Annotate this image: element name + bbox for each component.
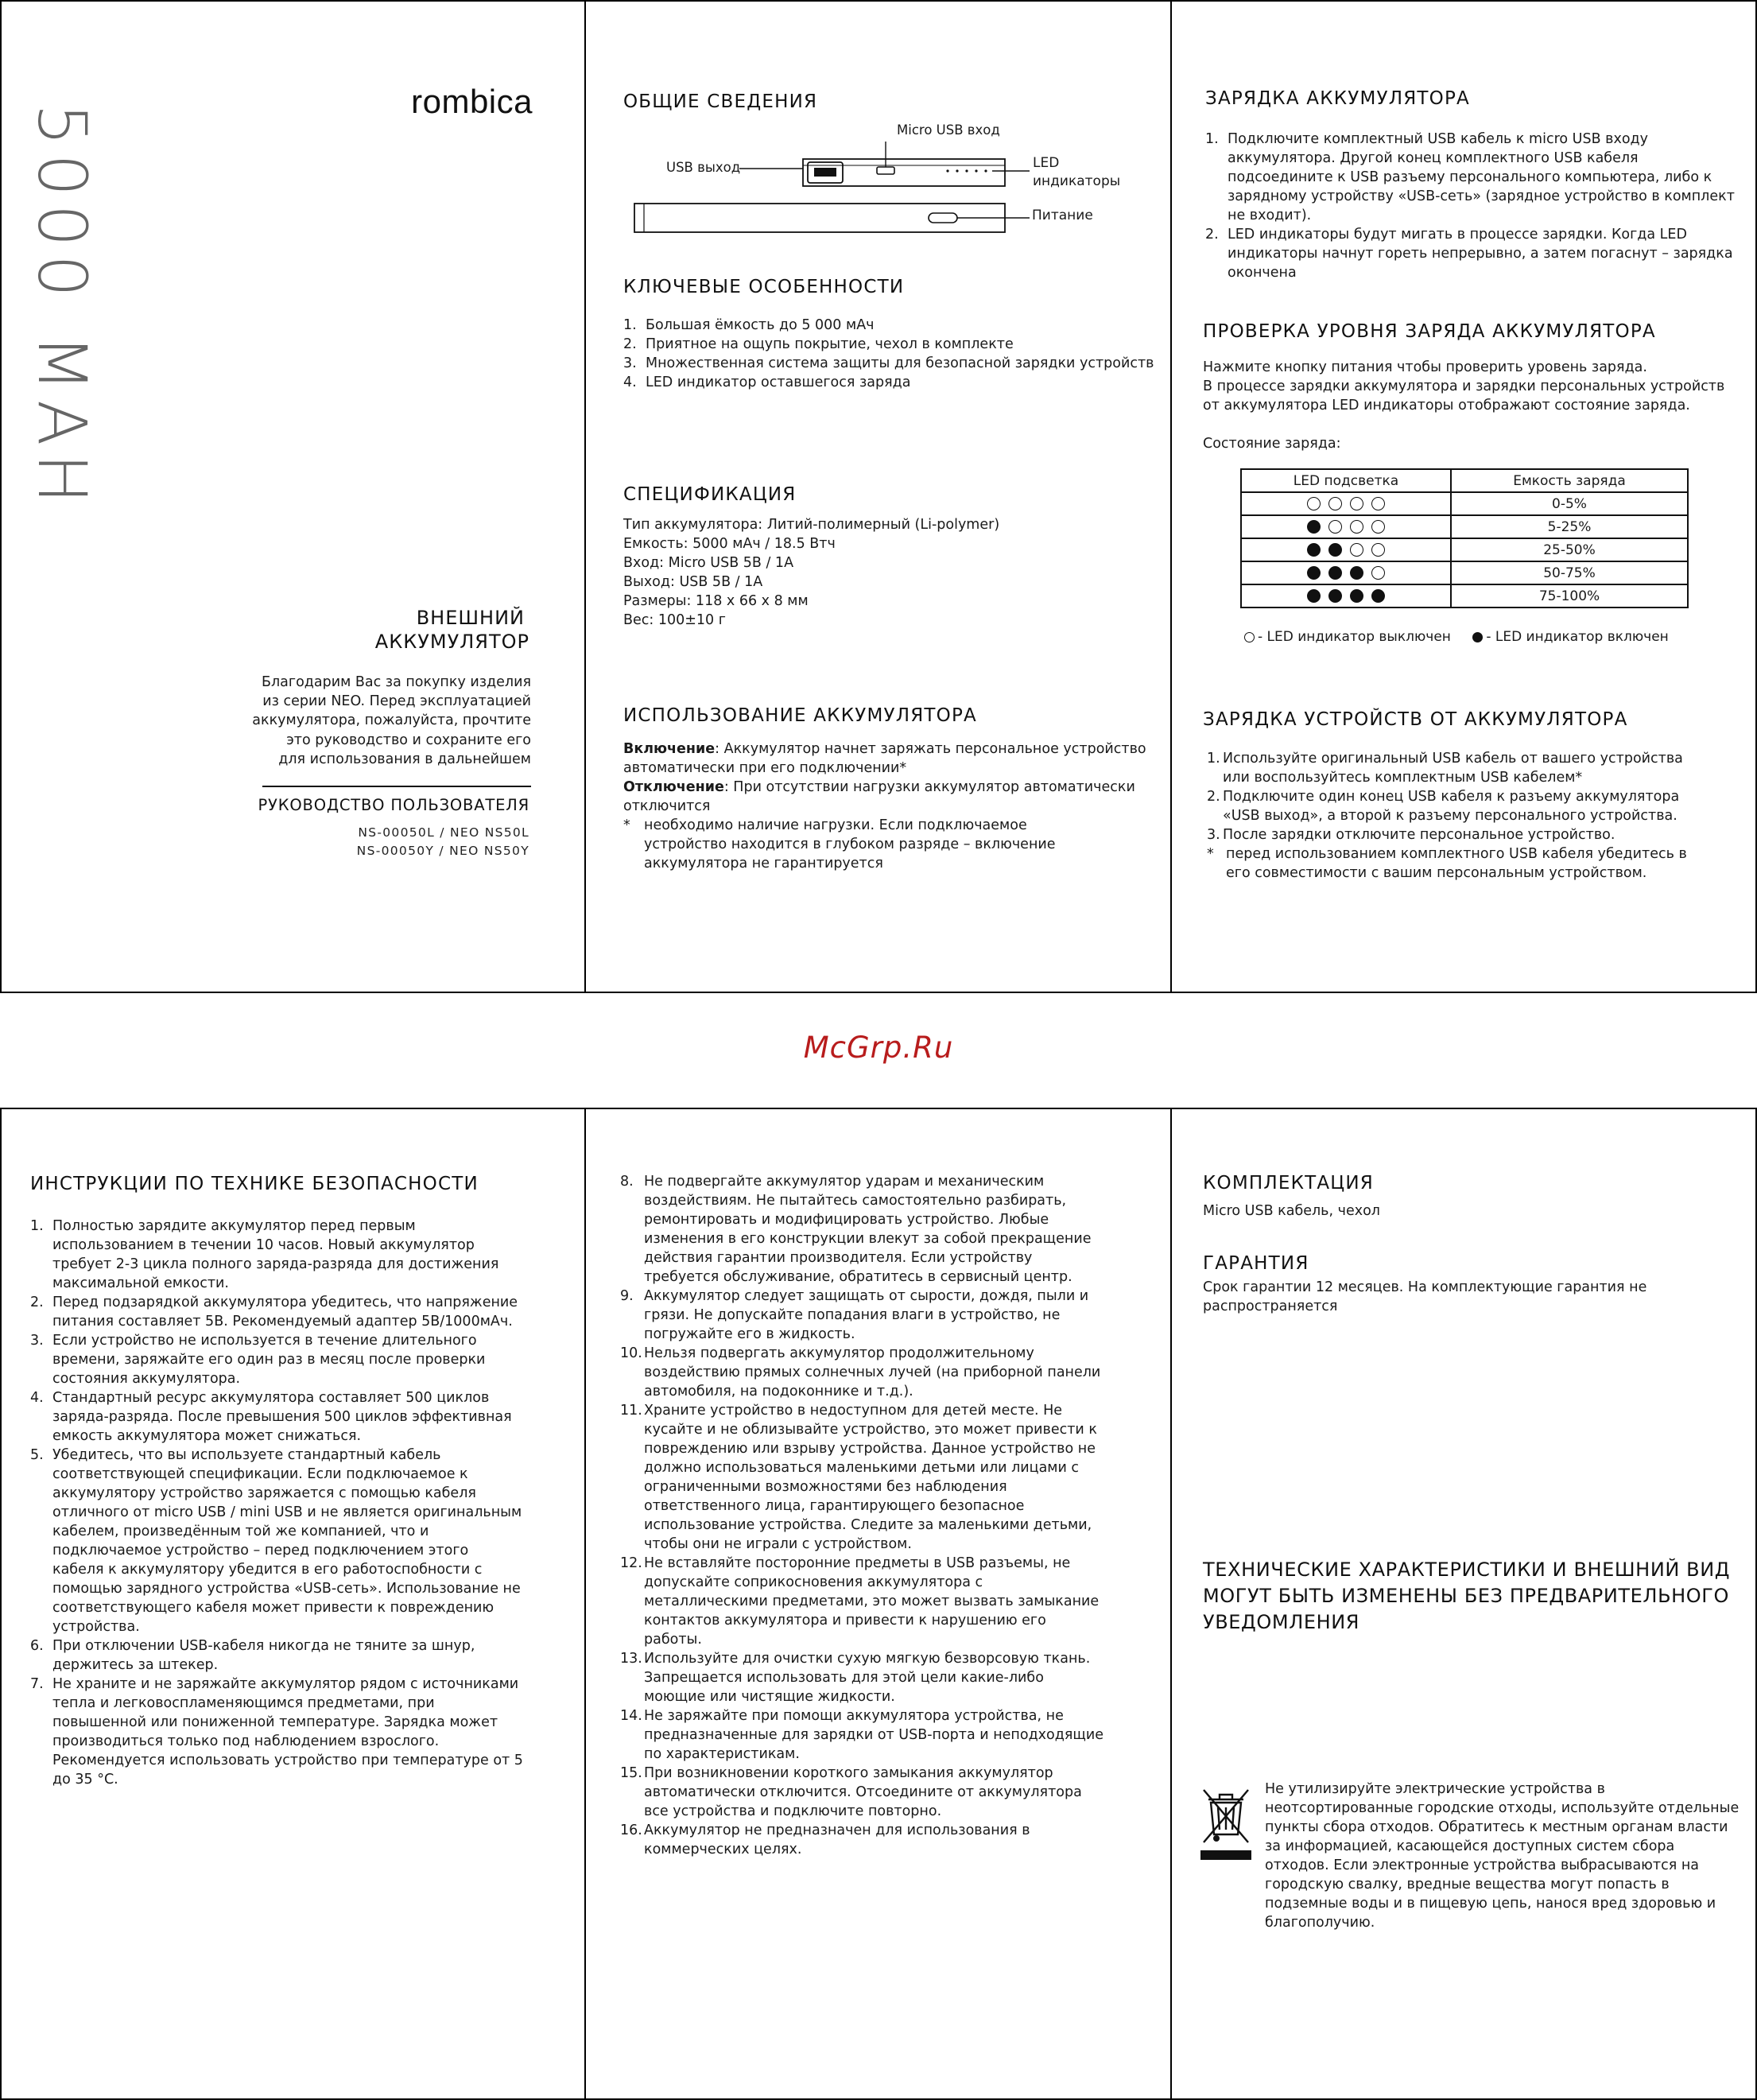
product-title-line2: АККУМУЛЯТОР bbox=[374, 631, 529, 653]
list-item bbox=[620, 1401, 1105, 1554]
table-row bbox=[1241, 538, 1688, 561]
panel-divider-1-top bbox=[584, 0, 586, 993]
list-number: 3. bbox=[1207, 827, 1220, 843]
notice-line: ТЕХНИЧЕСКИЕ ХАРАКТЕРИСТИКИ И ВНЕШНИЙ ВИД bbox=[1203, 1559, 1731, 1581]
list-number: 15. bbox=[620, 1765, 642, 1781]
capacity-cell: 5-25% bbox=[1451, 515, 1688, 538]
list-text: Стандартный ресурс аккумулятора составляет 500 циклов заряда-разряда. После превышения 500 циклов эффективная емкость аккумулятора может снижаться. bbox=[52, 1390, 512, 1444]
column-header-led: LED подсветка bbox=[1241, 469, 1451, 492]
model-number: NS-00050L / NEO NS50L bbox=[358, 825, 529, 840]
list-number: * bbox=[1207, 846, 1214, 862]
charging-title: ЗАРЯДКА АККУМУЛЯТОРА bbox=[1205, 88, 1470, 109]
table-row bbox=[1241, 492, 1688, 515]
table-row bbox=[1241, 561, 1688, 584]
list-item bbox=[620, 1764, 1105, 1821]
capacity-cell: 75-100% bbox=[1451, 584, 1688, 607]
left-border-bottom bbox=[0, 1108, 2, 2100]
legend-on-text: - LED индикатор включен bbox=[1486, 629, 1669, 645]
list-item bbox=[1207, 844, 1700, 883]
spec-line: Вход: Micro USB 5В / 1А bbox=[623, 555, 794, 571]
list-number: 1. bbox=[1207, 751, 1220, 767]
state-label: Состояние заряда: bbox=[1203, 436, 1341, 452]
list-text: Полностью зарядите аккумулятор перед первым использованием в течении 10 часов. Новый аккумулятор требует 2-3 цикла полного заряда-разряда для достижения максимальной емкости. bbox=[52, 1218, 499, 1291]
led-legend bbox=[1244, 629, 1669, 645]
list-item bbox=[620, 1344, 1105, 1401]
list-text: LED индикатор оставшегося заряда bbox=[646, 375, 911, 390]
change-notice bbox=[1203, 1557, 1730, 1636]
list-text: Убедитесь, что вы используете стандартный кабель соответствующей спецификации. Если подключаемое к аккумулятору устройство заряжается с помощью кабеля отличного от micro USB / mini USB и не является оригинальным кабелем, произведённым той же компанией, что и подключаемое устройство – перед подключением этого кабеля к аккумулятору убедится в его работоспобности с помощью зарядного устройства «USB-сеть». Использование не соответствующего кабеля может привести к повреждению устройства. bbox=[52, 1447, 522, 1635]
weee-real-icon bbox=[1199, 1785, 1253, 1860]
thanks-line: это руководство и сохраните его bbox=[286, 732, 531, 748]
led-off-icon bbox=[1371, 543, 1385, 557]
capacity-cell: 50-75% bbox=[1451, 561, 1688, 584]
usage-note bbox=[623, 816, 1148, 873]
led-on-icon bbox=[1371, 589, 1385, 603]
led-state-cell bbox=[1241, 538, 1451, 561]
power-label: Питание bbox=[1032, 208, 1093, 223]
list-item bbox=[620, 1287, 1105, 1344]
general-title: ОБЩИЕ СВЕДЕНИЯ bbox=[623, 91, 818, 112]
level-line: Нажмите кнопку питания чтобы проверить уровень заряда. bbox=[1203, 359, 1647, 375]
list-text: При отключении USB-кабеля никогда не тяните за шнур, держитесь за штекер. bbox=[52, 1638, 475, 1673]
list-text: При возникновении короткого замыкания аккумулятор автоматически отключится. Отсоедините от аккумулятора все устройства и подключите повторно. bbox=[644, 1765, 1082, 1819]
list-text: Храните устройство в недоступном для детей месте. Не кусайте и не облизывайте устройство, это может привести к повреждению или взрыву устройства. Данное устройство не должно использоваться маленькими детьми или лицами с ограниченными возможностями без наблюдения ответственного лица, гарантирующего безопасное использование устройства. Следите за маленькими детьми, чтобы они не играли с устройством. bbox=[644, 1403, 1097, 1552]
model-number: NS-00050Y / NEO NS50Y bbox=[356, 844, 529, 858]
list-number: 1. bbox=[1205, 131, 1219, 147]
spec-line: Тип аккумулятора: Литий-полимерный (Li-polymer) bbox=[623, 517, 1000, 533]
spec-line: Вес: 100±10 г bbox=[623, 612, 726, 628]
usage-off-text: : При отсутствии нагрузки аккумулятор автоматически отключится bbox=[623, 779, 1135, 814]
list-item bbox=[623, 335, 1164, 354]
list-number: 6. bbox=[30, 1638, 44, 1654]
list-text: Множественная система защиты для безопасной зарядки устройств bbox=[646, 355, 1154, 371]
list-text: Нельзя подвергать аккумулятор продолжительному воздействию прямых солнечных лучей (на приборной панели автомобиля, на подоконнике и т.д.). bbox=[644, 1345, 1101, 1399]
list-text: Подключите один конец USB кабеля к разъему аккумулятора «USB выход», а второй к разъему персонального устройства. bbox=[1223, 789, 1680, 824]
upper-sheet-bottom-border bbox=[0, 992, 1757, 993]
notice-line: УВЕДОМЛЕНИЯ bbox=[1203, 1611, 1360, 1633]
thanks-line: из серии NEO. Перед эксплуатацией bbox=[262, 693, 531, 710]
notice-line: МОГУТ БЫТЬ ИЗМЕНЕНЫ БЕЗ ПРЕДВАРИТЕЛЬНОГО bbox=[1203, 1585, 1730, 1607]
list-text: Не храните и не заряжайте аккумулятор рядом с источниками тепла и легковоспламеняющимся предметами, при повышенной или пониженной температуре. Зарядка может производиться только под наблюдением взрослого. Рекомендуется использовать устройство при температуре от 5 до 35 °С. bbox=[52, 1676, 523, 1788]
list-number: 10. bbox=[620, 1345, 642, 1361]
micro-usb-in-label: Micro USB вход bbox=[897, 122, 1000, 138]
list-item bbox=[30, 1293, 523, 1331]
led-off-icon bbox=[1350, 520, 1363, 534]
list-number: 12. bbox=[620, 1555, 642, 1571]
list-number: 2. bbox=[1205, 227, 1219, 243]
list-number: 2. bbox=[1207, 789, 1220, 805]
led-label-line: индикаторы bbox=[1033, 173, 1121, 189]
led-state-cell bbox=[1241, 584, 1451, 607]
usb-out-label: USB выход bbox=[666, 160, 741, 175]
list-item bbox=[30, 1217, 523, 1293]
footnote-mark: * bbox=[623, 817, 630, 833]
list-text: Используйте оригинальный USB кабель от вашего устройства или воспользуйтесь комплектным USB кабелем* bbox=[1223, 751, 1683, 786]
list-number: 14. bbox=[620, 1708, 642, 1724]
spec-title: СПЕЦИФИКАЦИЯ bbox=[623, 484, 797, 505]
list-item bbox=[623, 373, 1164, 392]
thanks-line: для использования в дальнейшем bbox=[278, 751, 531, 767]
list-number: 8. bbox=[620, 1174, 634, 1190]
usage-on bbox=[623, 739, 1148, 778]
devices-title: ЗАРЯДКА УСТРОЙСТВ ОТ АККУМУЛЯТОРА bbox=[1203, 709, 1628, 730]
list-text: Перед подзарядкой аккумулятора убедитесь, что напряжение питания составляет 5В. Рекомендуемый адаптер 5В/1000мАч. bbox=[52, 1295, 518, 1329]
panel-divider-2-bottom bbox=[1170, 1108, 1172, 2100]
product-title bbox=[286, 606, 529, 654]
usage-off-label: Отключение bbox=[623, 779, 724, 795]
table-header-row bbox=[1241, 469, 1688, 492]
led-on-icon bbox=[1328, 566, 1342, 580]
top-border bbox=[0, 0, 1757, 2]
list-item bbox=[620, 1172, 1105, 1287]
list-item bbox=[623, 316, 1164, 335]
list-text: Подключите комплектный USB кабель к micro USB входу аккумулятора. Другой конец комплектного USB кабеля подсоедините к USB разъему персонального компьютера, либо к зарядному устройству «USB-сеть» (зарядное устройство в комплект не входит). bbox=[1228, 131, 1735, 223]
devices-list bbox=[1207, 749, 1700, 883]
list-number: 13. bbox=[620, 1651, 642, 1667]
product-title-line1: ВНЕШНИЙ bbox=[416, 607, 525, 629]
list-number: 7. bbox=[30, 1676, 44, 1692]
led-off-icon bbox=[1350, 497, 1363, 510]
safety-list bbox=[30, 1217, 523, 1789]
cover-divider bbox=[262, 786, 531, 787]
list-item bbox=[620, 1821, 1105, 1859]
legend-off-text: - LED индикатор выключен bbox=[1258, 629, 1451, 645]
list-number: 2. bbox=[623, 336, 637, 352]
list-item bbox=[1205, 225, 1743, 282]
usage-on-label: Включение bbox=[623, 741, 716, 757]
list-number: 16. bbox=[620, 1822, 642, 1838]
list-text: Если устройство не используется в течение длительного времени, заряжайте его один раз в месяц после проверки состояния аккумулятора. bbox=[52, 1333, 486, 1387]
table-body bbox=[1241, 492, 1688, 607]
list-number: 4. bbox=[30, 1390, 44, 1406]
panel-divider-1-bottom bbox=[584, 1108, 586, 2100]
level-text bbox=[1203, 358, 1743, 453]
thanks-line: аккумулятора, пожалуйста, прочтите bbox=[252, 712, 531, 729]
capacity-label: 5000 MAH bbox=[23, 103, 101, 512]
usage-title: ИСПОЛЬЗОВАНИЕ АККУМУЛЯТОРА bbox=[623, 705, 977, 726]
model-numbers bbox=[286, 824, 529, 860]
level-line: от аккумулятора LED индикаторы отображают состояние заряда. bbox=[1203, 398, 1690, 413]
usage-off bbox=[623, 778, 1148, 816]
led-off-icon bbox=[1371, 520, 1385, 534]
spec-list bbox=[623, 515, 1164, 630]
led-on-icon bbox=[1307, 543, 1321, 557]
list-item bbox=[30, 1446, 523, 1636]
thanks-line: Благодарим Вас за покупку изделия bbox=[261, 674, 531, 690]
list-text: Аккумулятор следует защищать от сырости, дождя, пыли и грязи. Не допускайте попадания влаги в устройство, не погружайте его в жидкость. bbox=[644, 1288, 1089, 1342]
list-item bbox=[1207, 749, 1700, 787]
led-on-icon bbox=[1350, 566, 1363, 580]
list-text: Не вставляйте посторонние предметы в USB разъемы, не допускайте соприкосновения аккумулятора с металлическими предметами, это может вызвать замыкание контактов аккумулятора и привести к нарушению его работы. bbox=[644, 1555, 1100, 1648]
list-item bbox=[1207, 825, 1700, 844]
lower-sheet-top-border bbox=[0, 1108, 1757, 1109]
capacity-cell: 0-5% bbox=[1451, 492, 1688, 515]
led-off-icon bbox=[1307, 497, 1321, 510]
led-off-icon bbox=[1244, 632, 1255, 642]
led-on-icon bbox=[1328, 543, 1342, 557]
list-text: Используйте для очистки сухую мягкую безворсовую ткань. Запрещается использовать для этой цели какие-либо моющие или чистящие жидкости. bbox=[644, 1651, 1091, 1705]
level-title: ПРОВЕРКА УРОВНЯ ЗАРЯДА АККУМУЛЯТОРА bbox=[1203, 321, 1656, 342]
led-off-icon bbox=[1328, 497, 1342, 510]
list-item bbox=[623, 354, 1164, 373]
brand-logo: rombica bbox=[411, 83, 533, 120]
list-number: 3. bbox=[30, 1333, 44, 1349]
list-item bbox=[30, 1675, 523, 1789]
led-on-icon bbox=[1307, 520, 1321, 534]
led-off-icon bbox=[1371, 497, 1385, 510]
charging-list bbox=[1205, 130, 1743, 282]
level-line: В процессе зарядки аккумулятора и зарядки персональных устройств bbox=[1203, 378, 1725, 394]
list-number: 5. bbox=[30, 1447, 44, 1463]
led-on-icon bbox=[1328, 589, 1342, 603]
kit-title: КОМПЛЕКТАЦИЯ bbox=[1203, 1173, 1374, 1194]
features-title: КЛЮЧЕВЫЕ ОСОБЕННОСТИ bbox=[623, 277, 905, 297]
column-header-capacity: Емкость заряда bbox=[1451, 469, 1688, 492]
list-item bbox=[620, 1706, 1105, 1764]
list-text: После зарядки отключите персональное устройство. bbox=[1223, 827, 1615, 843]
table-row bbox=[1241, 584, 1688, 607]
usage-note-text: необходимо наличие нагрузки. Если подключаемое устройство находится в глубоком разряде – включение аккумулятора не гарантируется bbox=[644, 817, 1056, 871]
list-text: перед использованием комплектного USB кабеля убедитесь в его совместимости с вашим персональным устройством. bbox=[1226, 846, 1687, 881]
led-off-icon bbox=[1350, 543, 1363, 557]
safety-list-continued bbox=[620, 1172, 1105, 1859]
watermark: McGrp.Ru bbox=[803, 1031, 954, 1065]
led-on-icon bbox=[1472, 632, 1483, 642]
list-item bbox=[1205, 130, 1743, 225]
list-text: Не подвергайте аккумулятор ударам и механическим воздействиям. Не пытайтесь самостоятельно разбирать, ремонтировать и модифицировать устройство. Любые изменения в его конструкции влекут за собой прекращение действия гарантии производителя. Если устройству требуется обслуживание, обратитесь в сервисный центр. bbox=[644, 1174, 1092, 1285]
spec-line: Размеры: 118 x 66 x 8 мм bbox=[623, 593, 809, 609]
list-item bbox=[1207, 787, 1700, 825]
list-text: LED индикаторы будут мигать в процессе зарядки. Когда LED индикаторы начнут гореть непрерывно, а затем погаснут – зарядка окончена bbox=[1228, 227, 1733, 281]
led-on-icon bbox=[1307, 566, 1321, 580]
thanks-text bbox=[231, 673, 531, 769]
safety-title: ИНСТРУКЦИИ ПО ТЕХНИКЕ БЕЗОПАСНОСТИ bbox=[30, 1174, 479, 1194]
manual-label: РУКОВОДСТВО ПОЛЬЗОВАТЕЛЯ bbox=[258, 796, 529, 814]
list-item bbox=[30, 1636, 523, 1675]
list-text: Аккумулятор не предназначен для использования в коммерческих целях. bbox=[644, 1822, 1030, 1857]
list-text: Большая ёмкость до 5 000 мАч bbox=[646, 317, 875, 333]
list-item bbox=[30, 1388, 523, 1446]
capacity-cell: 25-50% bbox=[1451, 538, 1688, 561]
warranty-title: ГАРАНТИЯ bbox=[1203, 1253, 1309, 1274]
list-text: Приятное на ощупь покрытие, чехол в комплекте bbox=[646, 336, 1014, 352]
table-row bbox=[1241, 515, 1688, 538]
list-number: 4. bbox=[623, 375, 637, 390]
recycle-text: Не утилизируйте электрические устройства в неотсортированные городские отходы, используйте отдельные пункты сбора отходов. Обратитесь к местным органам власти за информацией, касающейся доступных систем сбора отходов. Если электронные устройства выбрасываются на городскую свалку, вредные вещества могут попасть в подземные воды и в пищевую цепь, нанося вред здоровью и благополучию. bbox=[1265, 1781, 1740, 1931]
led-state-cell bbox=[1241, 561, 1451, 584]
list-number: 11. bbox=[620, 1403, 642, 1419]
charge-level-table bbox=[1240, 468, 1689, 608]
list-number: 1. bbox=[623, 317, 637, 333]
led-off-icon bbox=[1328, 520, 1342, 534]
list-number: 2. bbox=[30, 1295, 44, 1310]
led-on-icon bbox=[1307, 589, 1321, 603]
panel-divider-2-top bbox=[1170, 0, 1172, 993]
list-item bbox=[30, 1331, 523, 1388]
usage-on-text: : Аккумулятор начнет заряжать персональное устройство автоматически при его подключении* bbox=[623, 741, 1146, 776]
led-state-cell bbox=[1241, 492, 1451, 515]
features-list bbox=[623, 316, 1164, 392]
spec-line: Емкость: 5000 мАч / 18.5 Втч bbox=[623, 536, 836, 552]
led-indicators-label bbox=[1033, 154, 1120, 191]
spec-line: Выход: USB 5В / 1А bbox=[623, 574, 763, 590]
led-state-cell bbox=[1241, 515, 1451, 538]
list-item bbox=[620, 1649, 1105, 1706]
led-label-line: LED bbox=[1033, 155, 1060, 171]
list-text: Не заряжайте при помощи аккумулятора устройства, не предназначенные для зарядки от USB-порта и неподходящие по характеристикам. bbox=[644, 1708, 1103, 1762]
usage-text bbox=[623, 739, 1148, 873]
list-item bbox=[620, 1554, 1105, 1649]
list-number: 1. bbox=[30, 1218, 44, 1234]
warranty-text: Срок гарантии 12 месяцев. На комплектующие гарантия не распространяется bbox=[1203, 1279, 1647, 1314]
left-border-top bbox=[0, 0, 2, 993]
led-off-icon bbox=[1371, 566, 1385, 580]
list-number: 3. bbox=[623, 355, 637, 371]
led-on-icon bbox=[1350, 589, 1363, 603]
list-number: 9. bbox=[620, 1288, 634, 1304]
kit-text: Micro USB кабель, чехол bbox=[1203, 1203, 1380, 1219]
